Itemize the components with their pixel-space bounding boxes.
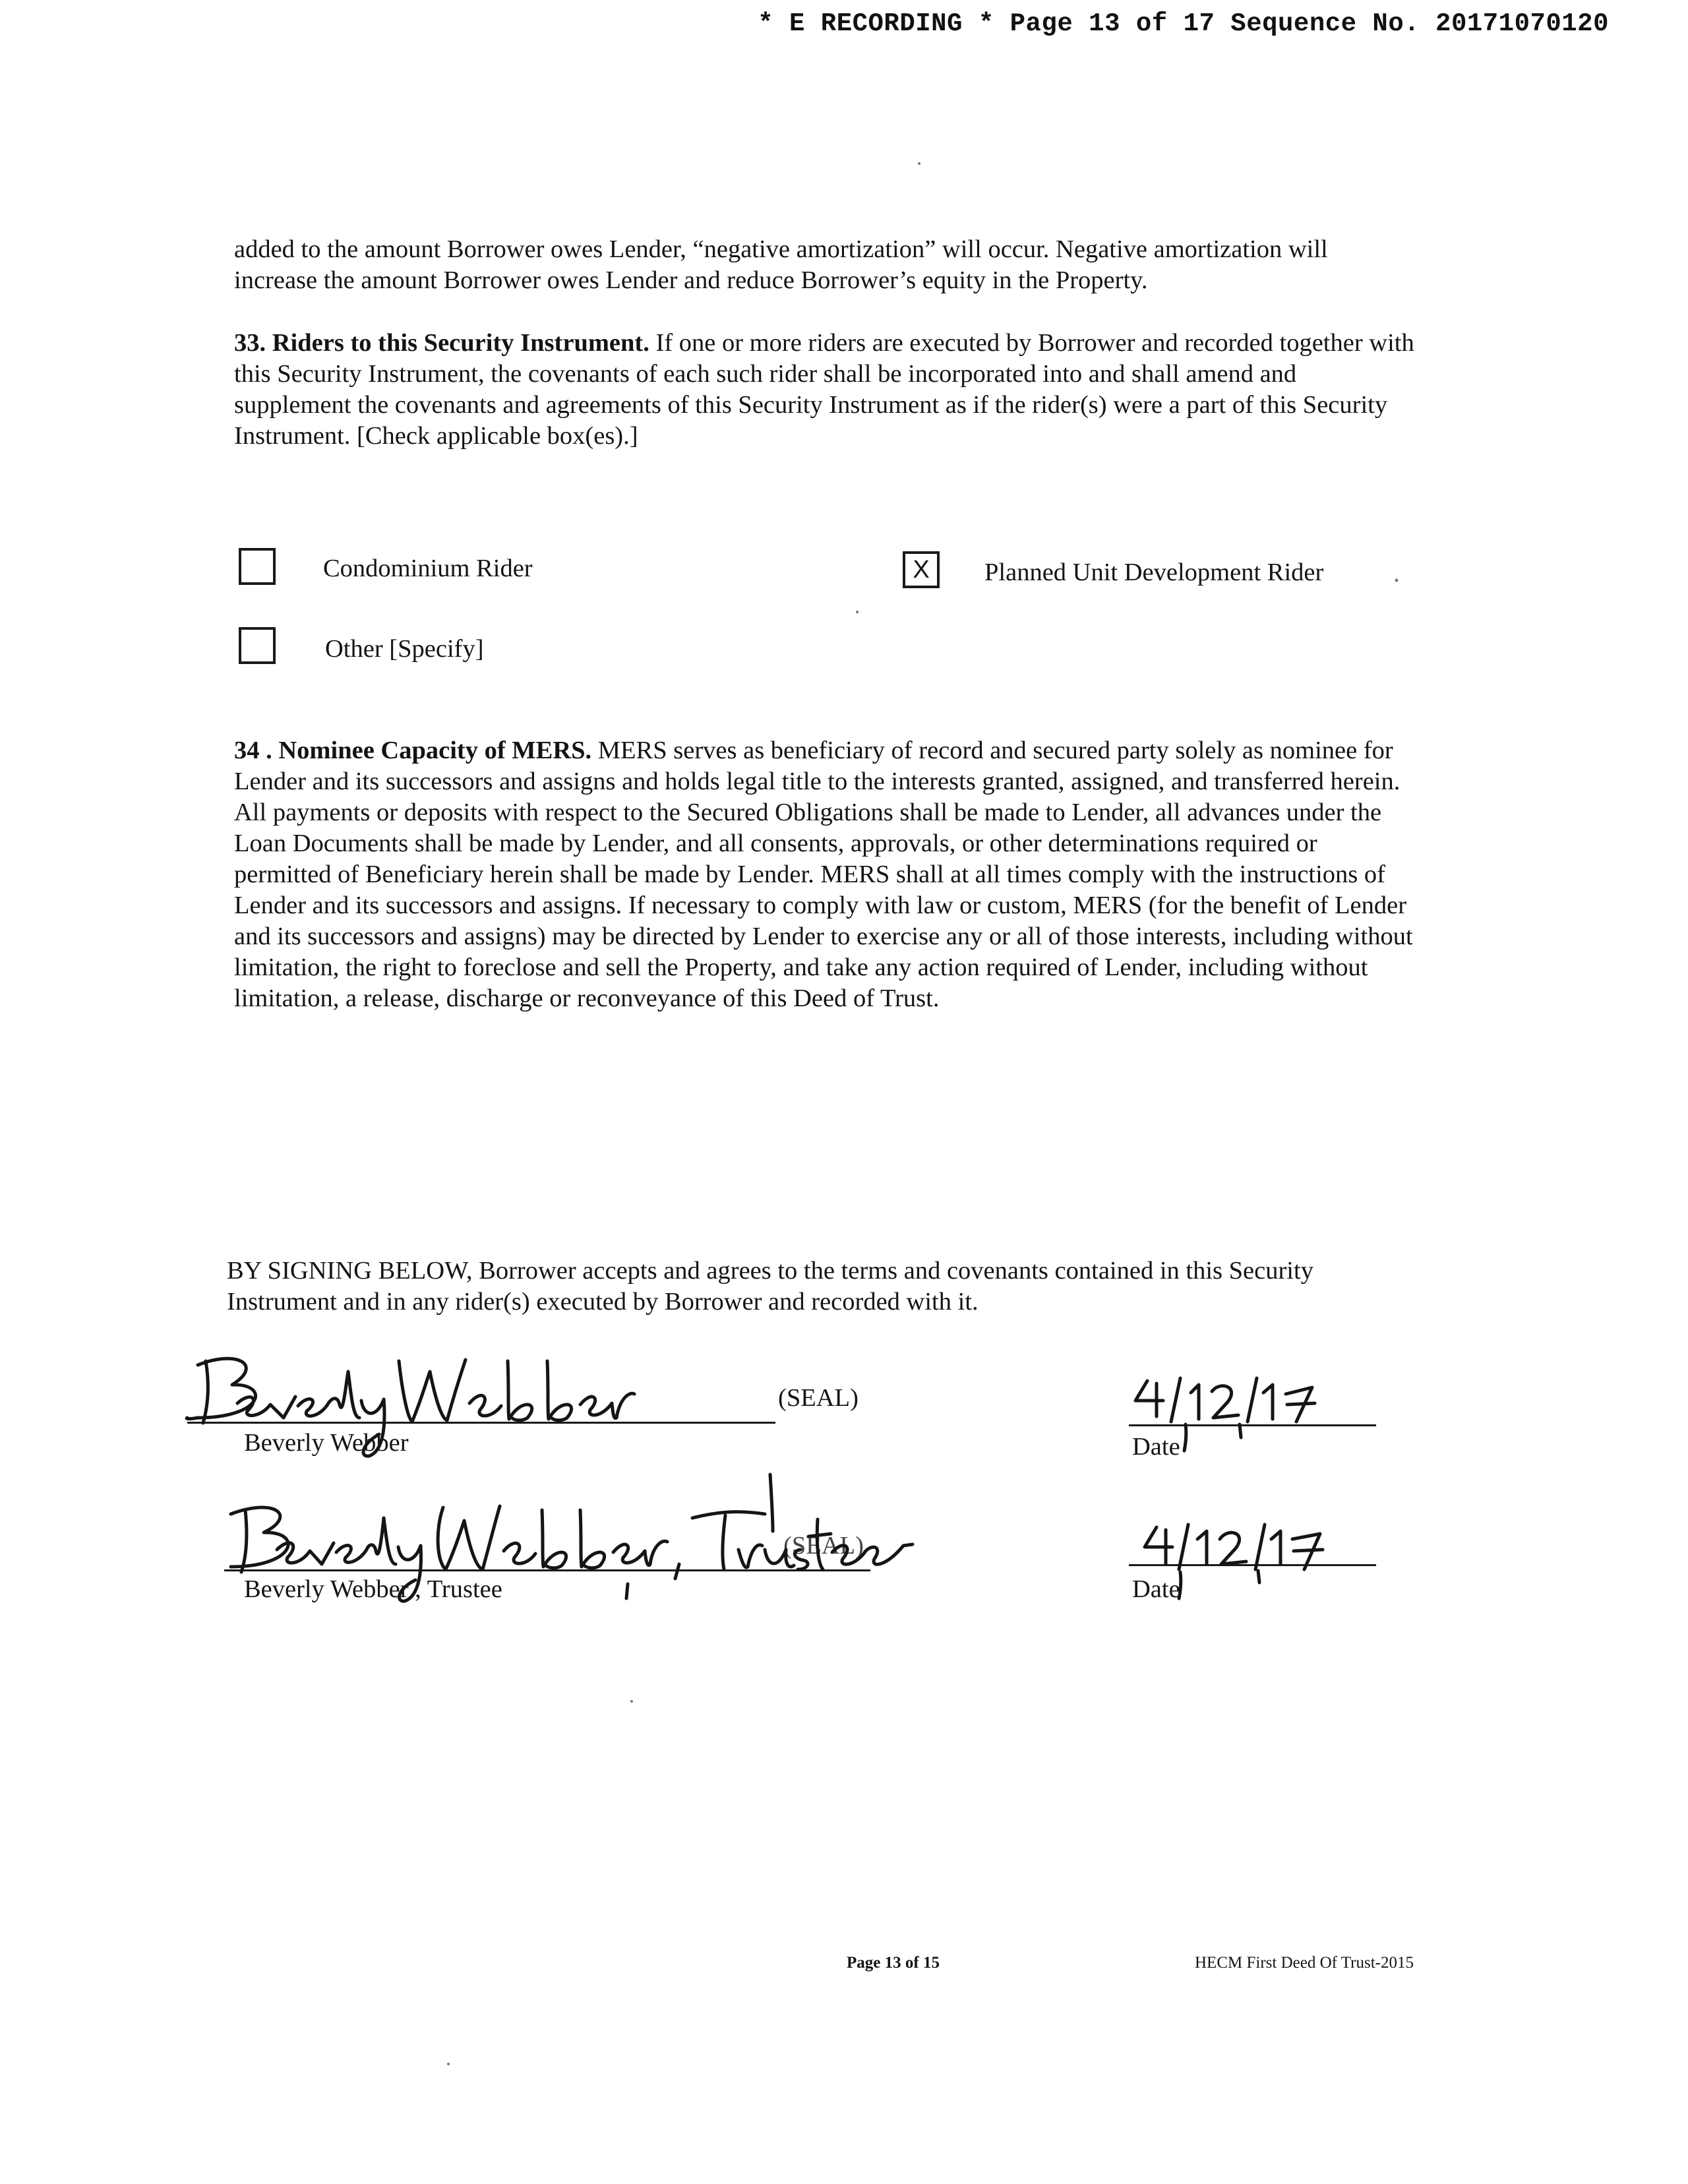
section-34-body: MERS serves as beneficiary of record and secured party solely as nominee for Lender and its successors and assigns and holds legal title to the interests granted, assigned, and transferred herein. All payments or deposits with respect to the Secured Obligations shall be made to Lender, all advances under the Loan Documents shall be made by Lender, and all consents, approvals, or other determinations required or permitted of Beneficiary herein shall be made by Lender. MERS shall at all times comply with the instructions of Lender and its successors and assigns. If necessary to comply with law or custom, MERS (for the benefit of Lender and its successors and assigns) may be directed by Lender to exercise any or all of those interests, including without limitation, the right to foreclose and sell the Property, and take any action required of Lender, including without limitation, a release, discharge or reconveyance of this Deed of Trust. xyxy=(234,737,1413,1012)
signing-statement-text: BY SIGNING BELOW, Borrower accepts and agrees to the terms and covenants contained in this Security Instrument and in any rider(s) executed by Borrower and recorded with it. xyxy=(227,1257,1313,1316)
printed-name-2: Beverly Webber , Trustee xyxy=(244,1575,502,1603)
section-34-heading: 34 . Nominee Capacity of MERS. xyxy=(234,737,592,764)
pud-rider-label: Planned Unit Development Rider xyxy=(984,559,1324,586)
date-label-1: Date xyxy=(1132,1433,1180,1461)
printed-name-1: Beverly Webber xyxy=(244,1429,409,1457)
seal-label-1: (SEAL) xyxy=(778,1384,859,1412)
date-label-2: Date xyxy=(1132,1575,1180,1603)
continued-paragraph-text: added to the amount Borrower owes Lender, “negative amortization” will occur. Negative amortization will increase the amount Borrower owes Lender and reduce Borrower’s equity in the Property. xyxy=(234,235,1328,294)
recording-header: * E RECORDING * Page 13 of 17 Sequence No. 20171070120 xyxy=(758,9,1609,38)
seal-label-2: (SEAL) xyxy=(783,1532,864,1560)
section-33-heading: 33. Riders to this Security Instrument. xyxy=(234,329,649,357)
section-33-body: If one or more riders are executed by Borrower and recorded together with this Security Instrument, the covenants of each such rider shall be incorporated into and shall amend and supplement the covenants and agreements of this Security Instrument as if the rider(s) were a part of this Security Instrument. [Check applicable box(es).] xyxy=(234,329,1414,450)
footer-page-number: Page 13 of 15 xyxy=(847,1954,940,1972)
condominium-rider-label: Condominium Rider xyxy=(323,555,533,582)
pud-rider-mark: X xyxy=(913,555,930,584)
footer-document-title: HECM First Deed Of Trust-2015 xyxy=(1195,1954,1414,1972)
other-rider-label: Other [Specify] xyxy=(325,635,484,663)
